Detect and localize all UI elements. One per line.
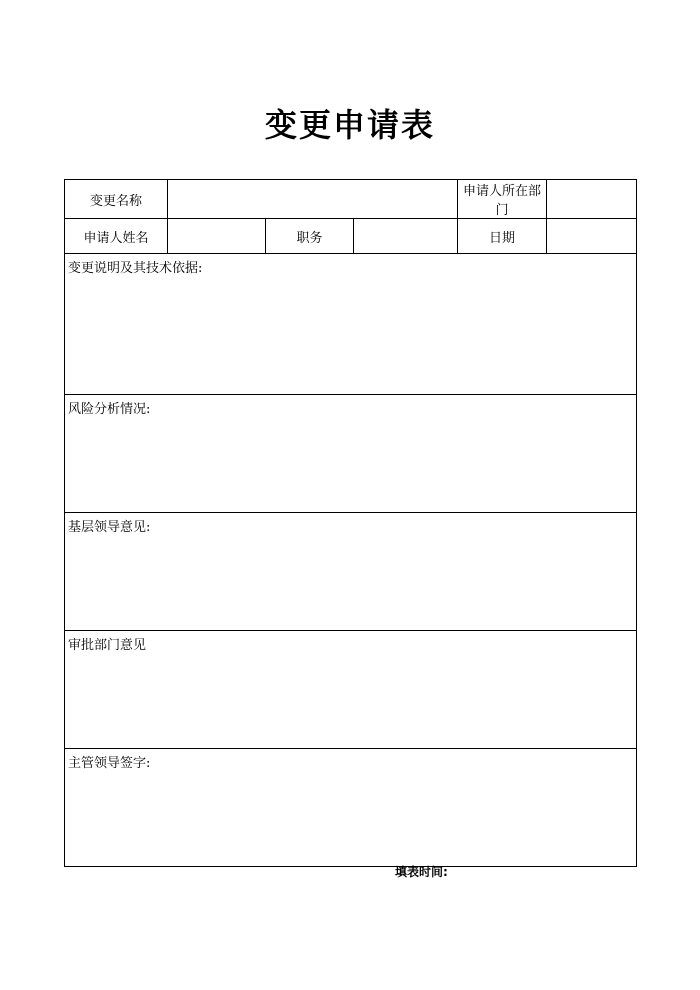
form-title: 变更申请表 [264,106,435,144]
section-row-signature [65,749,637,867]
applicant-name-label: 申请人姓名 [65,219,168,254]
form-row-2 [65,219,637,254]
grassroots-leader-opinion-section[interactable]: 基层领导意见: [65,513,637,631]
section-row-risk [65,395,637,513]
supervisor-signature-section[interactable]: 主管领导签字: [65,749,637,867]
change-name-label: 变更名称 [65,180,168,219]
position-field[interactable] [354,219,458,254]
applicant-name-field[interactable] [168,219,266,254]
date-field[interactable] [547,219,637,254]
form-row-1 [65,180,637,219]
section-row-grassroots [65,513,637,631]
applicant-dept-label: 申请人所在部门 [458,180,547,219]
applicant-dept-field[interactable] [547,180,637,219]
approval-dept-opinion-section[interactable]: 审批部门意见 [65,631,637,749]
change-request-form [64,179,637,867]
change-description-section[interactable]: 变更说明及其技术依据: [65,254,637,395]
risk-analysis-section[interactable]: 风险分析情况: [65,395,637,513]
date-label: 日期 [458,219,547,254]
position-label: 职务 [266,219,354,254]
section-row-description [65,254,637,395]
section-row-approval [65,631,637,749]
fill-time-label: 填表时间: [395,865,448,879]
change-name-field[interactable] [168,180,458,219]
